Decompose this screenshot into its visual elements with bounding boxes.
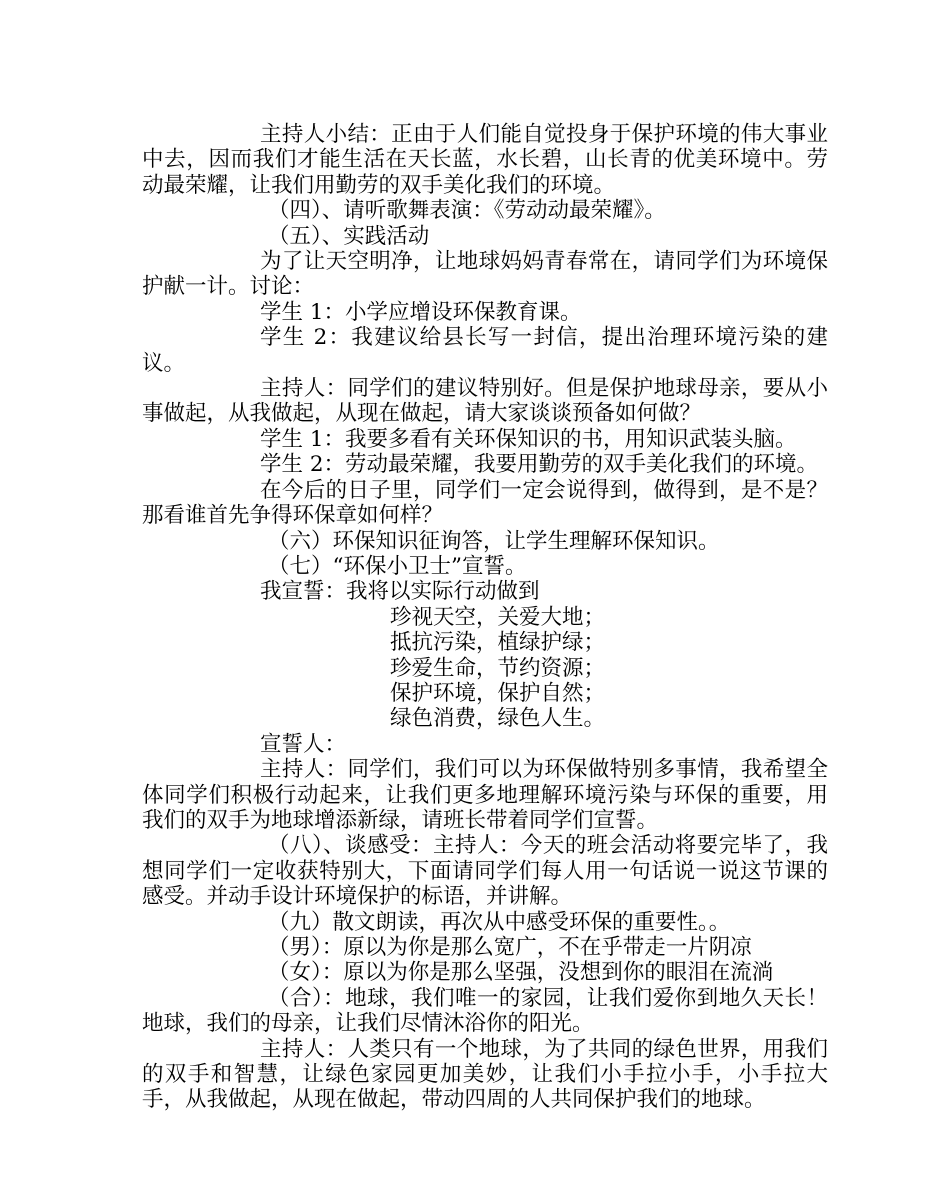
paragraph-section-6: （六）环保知识征询答，让学生理解环保知识。 — [268, 528, 720, 554]
paragraph-student-2-plan: 学生 2：劳动最荣耀，我要用勤劳的双手美化我们的环境。 — [260, 452, 819, 478]
paragraph-future-days: 在今后的日子里，同学们一定会说得到，做得到，是不是？那看谁首先争得环保章如何样？ — [142, 477, 828, 529]
paragraph-host-prompt: 主持人：同学们的建议特别好。但是保护地球母亲，要从小事做起，从我做起，从现在做起，请大家谈谈预备如何做？ — [142, 376, 828, 427]
paragraph-section-8: （八）、谈感受：主持人：今天的班会活动将要完毕了，我想同学们一定收获特别大，下面请同学们每人用一句话说一说这节课的感受。并动手设计环境保护的标语，并讲解。 — [142, 833, 828, 910]
oath-line: 绿色消费，绿色人生。 — [390, 706, 606, 732]
paragraph-section-9: （九）散文朗读，再次从中感受环保的重要性。。 — [268, 909, 731, 935]
paragraph-oath-signer: 宣誓人： — [260, 731, 347, 757]
paragraph-student-1-plan: 学生 1：我要多看有关环保知识的书，用知识武装头脑。 — [260, 426, 797, 452]
paragraph-recital-male: （男）：原以为你是那么宽广，不在乎带走一片阴凉 — [268, 935, 752, 960]
paragraph-recital-female: （女）：原以为你是那么坚强，没想到你的眼泪在流淌 — [268, 960, 774, 986]
document-body — [142, 122, 828, 1113]
oath-line: 珍视天空，关爱大地； — [390, 604, 606, 630]
paragraph-student-2-suggestion: 学生 2：我建议给县长写一封信，提出治理环境污染的建议。 — [142, 325, 828, 376]
oath-line: 珍爱生命，节约资源； — [390, 655, 606, 681]
paragraph-student-1-suggestion: 学生 1：小学应增设环保教育课。 — [260, 299, 582, 325]
paragraph-section-5: （五）、实践活动 — [268, 223, 430, 249]
paragraph-recital-together: （合）：地球，我们唯一的家园，让我们爱你到地久天长！地球，我们的母亲，让我们尽情沐浴你的阳光。 — [142, 985, 828, 1037]
paragraph-section-4: （四）、请听歌舞表演：《劳动动最荣耀》。 — [268, 198, 666, 224]
paragraph-host-summary: 主持人小结：正由于人们能自觉投身于保护环境的伟大事业中去，因而我们才能生活在天长蓝，水长碧，山长青的优美环境中。劳动最荣耀，让我们用勤劳的双手美化我们的环境。 — [142, 122, 828, 198]
paragraph-host-closing: 主持人：人类只有一个地球，为了共同的绿色世界，用我们的双手和智慧，让绿色家园更加美妙，让我们小手拉小手，小手拉大手，从我做起，从现在做起，带动四周的人共同保护我们的地球。 — [142, 1036, 828, 1113]
paragraph-section-7: （七）“环保小卫士”宣誓。 — [268, 553, 527, 579]
oath-line: 抵抗污染，植绿护绿； — [390, 630, 606, 656]
paragraph-discussion-intro: 为了让天空明净，让地球妈妈青春常在，请同学们为环境保护献一计。讨论： — [142, 249, 828, 300]
paragraph-host-call: 主持人：同学们，我们可以为环保做特别多事情，我希望全体同学们积极行动起来，让我们更多地理解环境污染与环保的重要，用我们的双手为地球增添新绿，请班长带着同学们宣誓。 — [142, 757, 828, 833]
paragraph-oath-intro: 我宣誓：我将以实际行动做到 — [260, 579, 540, 605]
oath-line: 保护环境，保护自然； — [390, 680, 606, 706]
